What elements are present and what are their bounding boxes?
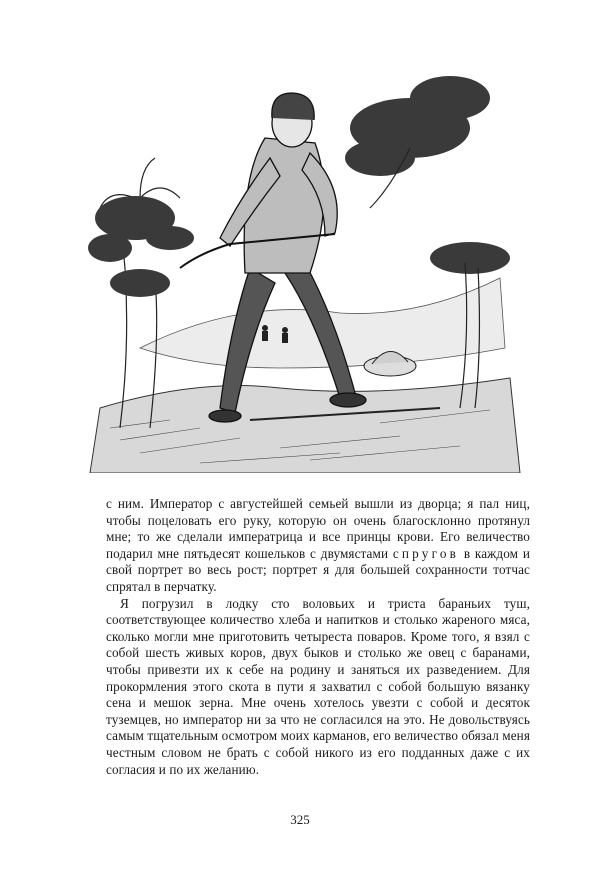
paragraph-1-part-a: с ним. Император с августейшей семьей вышли из дворца; я пал ниц, чтобы поцеловать его руку, которую он очень благосклонно протянул мне; то же сделали императрица и все принцы крови. Его величество подарил мне пятьдесят кошельков с двумястами (106, 496, 530, 561)
paragraph-1-spaced-word: спругов (392, 545, 460, 561)
paragraph-1-part-b: в каждом и свой портрет во весь рост; портрет я для большей сохранности тотчас спрятал в перчатку. (106, 545, 530, 594)
paragraph-2: Я погрузил в лодку сто воловьих и триста бараньих туш, соответствующее количество хлеба и напитков и столько жареного мяса, сколько могли мне приготовить четыреста поваров. Кроме того, я взял с собой шесть живых коров, двух быков и столько же овец с баранами, чтобы привезти их к себе на родину и заняться их разведением. Для прокормления этого скота в пути я захватил с собой большую вязанку сена и мешок зерна. Мне очень хотелось увезти с собой и десяток туземцев, но император ни за что не согласился на это. Не довольствуясь самым тщательным осмотром моих карманов, его величество обязал меня честным словом не брать с собой никого из его подданных даже с их согласия и по их желанию. (106, 595, 530, 777)
illustration-drawing (80, 48, 525, 473)
engraving-illustration (80, 48, 525, 473)
page-number: 325 (290, 812, 310, 827)
paragraph-1 (106, 496, 530, 596)
body-text (106, 496, 530, 778)
